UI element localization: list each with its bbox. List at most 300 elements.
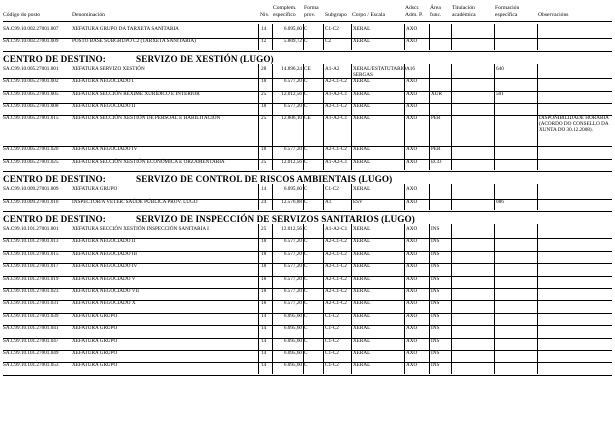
column-rule [494,249,495,262]
column-rule [272,261,273,274]
cell-forma: C [304,78,308,85]
column-rule [323,311,324,324]
cell-forma: CE [304,65,311,72]
cell-corpo: XERAL [353,38,371,45]
column-rule [272,184,273,197]
cell-complem: 12.806,10 [281,115,302,122]
column-rule [494,348,495,361]
cell-area: INS [431,288,440,294]
column-rule [451,157,452,170]
cell-niv: 18 [261,146,267,153]
table-row [0,226,615,238]
cell-subgrupo: A2-C1-C2 [325,78,347,85]
column-rule [323,336,324,349]
column-rule [351,274,352,287]
column-rule [537,113,538,145]
header-formacion-2: específica [495,12,518,18]
column-rule [323,36,324,49]
cell-denominacion: XEFATURA SECCIÓN XESTIÓN INSPECCIÓN SANITARIA I [72,226,209,232]
column-rule [429,336,430,349]
cell-complem: 6.577,20 [283,78,302,85]
column-rule [429,224,430,237]
column-rule [258,249,259,262]
header-adscr-1: Adscr. [405,5,420,11]
cell-denominacion: XEFATURA GRUPO DA TARXETA SANITARIA [72,26,179,32]
section-label: CENTRO DE DESTINO: [3,174,106,185]
column-rule [429,311,430,324]
cell-complem: 12.012,56 [281,158,302,165]
cell-subgrupo: A2-C1-C2 [325,275,347,282]
column-rule [404,311,405,324]
cell-denominacion: XEFATURA GRUPO [72,325,118,332]
cell-corpo: XERAL [353,300,371,307]
column-rule [404,274,405,287]
column-rule [351,76,352,89]
column-rule [429,89,430,102]
column-rule [258,311,259,324]
column-rule [272,348,273,361]
cell-corpo: XERAL [353,146,371,153]
cell-adscr: AXO [406,90,418,97]
column-rule [258,76,259,89]
column-rule [404,249,405,262]
column-rule [451,197,452,210]
column-rule [451,76,452,89]
cell-codigo: SA.C99.10.005.27001.002 [3,78,59,85]
table-row [0,300,615,312]
column-rule [451,336,452,349]
cell-denominacion: XEFATURA NEGOCIADO X [72,300,136,307]
column-rule [451,298,452,311]
cell-forma: C [304,158,308,165]
cell-adscr: AXO [406,325,418,332]
column-rule [323,184,324,197]
column-rule [258,274,259,287]
cell-adscr: AXO [406,186,418,193]
column-rule [451,184,452,197]
column-rule [537,348,538,361]
cell-codigo: SA.C99.10.101.27001.013 [3,238,59,245]
header-complem-1: Complem. [273,5,297,11]
cell-subgrupo: A2-C1-C2 [325,300,347,307]
column-rule [537,197,538,210]
column-rule [258,36,259,49]
column-rule [323,197,324,210]
column-rule [258,336,259,349]
column-rule [258,360,259,373]
cell-complem: 6.095,60 [283,350,302,356]
header-rule [3,21,612,22]
column-rule [404,101,405,114]
row-rule [3,51,612,52]
column-rule [429,286,430,299]
cell-adscr: A16 [406,65,415,72]
column-rule [323,249,324,262]
cell-complem: 12.012,56 [281,226,302,232]
cell-codigo: SA.C99.10.101.27001.001 [3,226,59,232]
cell-area: INS [431,362,440,369]
cell-subgrupo: A1-A2 [325,65,340,72]
cell-corpo: XERAL [353,103,371,109]
column-rule [272,197,273,210]
column-rule [451,274,452,287]
cell-complem: 6.577,20 [283,146,302,153]
header-complem-2: específico [273,12,296,18]
column-rule [323,236,324,249]
column-rule [494,64,495,77]
column-rule [272,298,273,311]
cell-corpo: XERAL [353,325,371,332]
cell-subgrupo: A1-A2-C1 [325,90,348,97]
cell-corpo: XERAL [353,275,371,282]
column-rule [451,311,452,324]
column-rule [351,36,352,49]
cell-niv: 14 [261,325,267,332]
cell-forma: C [304,263,308,270]
cell-area: INS [431,300,440,307]
table-row [0,362,615,374]
cell-niv: 18 [261,103,267,109]
column-rule [451,24,452,37]
cell-area: INS [431,325,440,332]
cell-corpo: XERAL [353,312,371,319]
column-rule [272,24,273,37]
column-rule [272,323,273,336]
cell-denominacion: XEFATURA SERVIZO XESTIÓN [72,65,145,72]
column-rule [494,323,495,336]
column-rule [494,113,495,145]
column-rule [272,360,273,373]
cell-adscr: AXO [406,362,418,369]
column-rule [258,236,259,249]
column-rule [451,348,452,361]
cell-subgrupo: C1-C2 [325,362,339,369]
cell-denominacion: XEFATURA NEGOCIADO V [72,275,136,282]
cell-denominacion: XEFATURA NEGOCIADO I [72,78,134,85]
column-rule [429,24,430,37]
cell-denominacion: XEFATURA SECCIÓN XESTIÓN DE PERSOAL E HABILITACIÓN [72,115,221,122]
column-rule [404,224,405,237]
column-rule [451,236,452,249]
cell-niv: 14 [261,350,267,356]
cell-subgrupo: A2-C1-C2 [325,146,347,153]
column-rule [272,249,273,262]
cell-complem: 6.095,60 [283,186,302,193]
column-rule [272,101,273,114]
cell-corpo: XERAL [353,350,371,356]
column-rule [351,298,352,311]
cell-complem: 14.896,24 [281,65,302,72]
cell-forma: C [304,312,308,319]
cell-denominacion: XEFATURA NEGOCIADO VII [72,288,139,294]
column-rule [404,76,405,89]
column-rule [404,157,405,170]
column-rule [537,76,538,89]
column-rule [537,24,538,37]
column-rule [429,64,430,77]
table-row [0,263,615,275]
table-row [0,288,615,300]
column-rule [451,64,452,77]
column-rule [451,113,452,145]
column-rule [429,157,430,170]
header-titulacion-2: académica [452,12,476,18]
column-rule [537,298,538,311]
cell-codigo: SA.C99.10.101.27001.039 [3,312,59,319]
cell-codigo: SA.C99.10.101.27001.041 [3,325,59,332]
column-rule [272,274,273,287]
header-forma-2: prov. [304,12,316,18]
column-rule [404,236,405,249]
column-rule [494,144,495,157]
cell-complem: 6.577,20 [283,275,302,282]
column-rule [494,197,495,210]
cell-complem: 6.577,20 [283,238,302,245]
column-rule [494,274,495,287]
cell-forma: C [304,325,308,332]
cell-codigo: SA.C99.10.005.27001.005 [3,90,59,97]
header-titulacion-1: Titulación [452,5,475,11]
cell-niv: 24 [261,198,267,205]
cell-complem: 6.095,60 [283,362,302,369]
column-rule [494,89,495,102]
cell-corpo: XERAL [353,263,371,270]
cell-complem: 6.577,20 [283,300,302,307]
cell-corpo: XERAL [353,78,371,85]
column-rule [351,348,352,361]
header-codigo: Código do posto [3,12,40,18]
column-rule [272,113,273,145]
column-rule [494,298,495,311]
section-value: SERVIZO DE XESTIÓN (LUGO) [136,53,274,64]
column-rule [351,197,352,210]
column-rule [537,286,538,299]
column-rule [272,89,273,102]
column-rule [537,144,538,157]
column-rule [323,76,324,89]
column-rule [429,197,430,210]
cell-denominacion: XEFATURA GRUPO [72,362,118,369]
cell-codigo: SA.C99.10.005.27001.015 [3,115,59,122]
column-rule [404,323,405,336]
cell-forma: C [304,186,308,193]
cell-adscr: AXO [406,250,418,257]
cell-complem: 12.012,56 [281,90,302,97]
column-rule [537,311,538,324]
column-rule [494,76,495,89]
column-rule [404,184,405,197]
column-rule [351,236,352,249]
cell-niv: 18 [261,263,267,270]
column-rule [258,24,259,37]
table-row [0,251,615,263]
column-rule [537,36,538,49]
cell-corpo: XERAL/ESTATUTARIO SERGAS [353,65,407,78]
row-rule [3,211,612,212]
cell-subgrupo: C1-C2 [325,350,339,356]
cell-corpo: XERAL [353,238,371,245]
cell-adscr: AXO [406,38,418,45]
cell-denominacion: XEFATURA GRUPO [72,337,118,344]
column-rule [323,274,324,287]
cell-adscr: AXO [406,337,418,344]
cell-denominacion: XEFATURA SECCIÓN XESTIÓN ECONÓMICA E ORZAMENTARIA [72,158,225,165]
column-rule [351,286,352,299]
column-rule [429,236,430,249]
cell-complem: 6.577,20 [283,250,302,257]
column-rule [323,64,324,77]
cell-corpo: XERAL [353,362,371,369]
column-rule [429,184,430,197]
cell-adscr: AXO [406,263,418,270]
cell-adscr: AXO [406,115,418,122]
cell-area: INS [431,263,440,270]
column-rule [429,249,430,262]
column-rule [494,236,495,249]
cell-complem: 6.095,60 [283,337,302,344]
column-rule [404,144,405,157]
cell-forma: C [304,337,308,344]
column-rule [537,323,538,336]
cell-forma: C [304,238,308,245]
cell-adscr: AXO [406,275,418,282]
cell-niv: 18 [261,275,267,282]
cell-adscr: AXO [406,300,418,307]
header-denominacion: Denominación [72,12,105,18]
cell-denominacion: XEFATURA NEGOCIADO IV [72,146,138,153]
cell-area: PER [431,146,441,153]
cell-complem: 6.095,60 [283,26,302,32]
cell-subgrupo: A1 [325,198,332,205]
column-rule [323,24,324,37]
cell-forma: C [304,90,308,97]
cell-niv: 14 [261,337,267,344]
cell-corpo: XERAL [353,186,371,193]
column-rule [429,298,430,311]
column-rule [351,144,352,157]
cell-corpo: XERAL [353,288,371,294]
cell-adscr: AXO [406,312,418,319]
column-rule [351,311,352,324]
cell-forma: C [304,350,308,356]
cell-subgrupo: C1-C2 [325,325,339,332]
column-rule [537,89,538,102]
cell-subgrupo: A1-A2-C1 [325,158,348,165]
cell-complem: 12.576,88 [281,198,302,205]
column-rule [258,261,259,274]
cell-area: INS [431,226,440,232]
column-rule [429,36,430,49]
cell-area: INS [431,337,440,344]
column-rule [537,261,538,274]
cell-denominacion: XEFATURA SECCIÓN RÉXIME XURÍDICO E INTERIOR [72,90,200,97]
cell-denominacion: XEFATURA GRUPO [72,312,118,319]
column-rule [272,286,273,299]
cell-subgrupo: A2-C1-C2 [325,103,347,109]
table-row [0,115,615,146]
column-rule [429,261,430,274]
column-rule [404,113,405,145]
cell-observacions: DISPOÑIBILIDADE HORARIA (ACORDO DO CONSELLO DA XUNTA DO 30.12.2008). [539,115,609,134]
cell-codigo: SA.C99.10.005.27001.008 [3,103,59,109]
column-rule [451,360,452,373]
column-rule [272,224,273,237]
cell-subgrupo: A1-A2-C1 [325,115,348,122]
cell-area: INS [431,250,440,257]
table-row [0,146,615,158]
cell-corpo: XERAL [353,158,371,165]
column-rule [258,101,259,114]
column-rule [537,64,538,77]
column-rule [258,298,259,311]
column-rule [451,36,452,49]
column-rule [494,261,495,274]
column-rule [351,89,352,102]
cell-area: INS [431,275,440,282]
column-rule [404,89,405,102]
cell-codigo: SA.C99.10.101.27001.053 [3,362,59,369]
cell-denominacion: INSPECTOR/A VETER. SAÚDE PÚBLICA PROV. LUGO [72,198,198,205]
column-rule [537,360,538,373]
header-adscr-2: Adm. P. [405,12,423,18]
column-rule [272,336,273,349]
cell-adscr: AXO [406,288,418,294]
cell-subgrupo: A1-A2-C1 [325,226,348,232]
column-rule [494,184,495,197]
cell-complem: 6.577,20 [283,103,302,109]
table-row [0,186,615,198]
column-rule [351,261,352,274]
column-rule [258,323,259,336]
cell-adscr: AXO [406,198,418,205]
column-rule [351,64,352,77]
column-rule [258,348,259,361]
cell-adscr: AXO [406,78,418,85]
column-rule [404,360,405,373]
header-area-2: func. [430,12,442,18]
header-niv: Niv. [260,12,270,18]
header-observacions: Observacións [538,12,569,18]
column-rule [451,323,452,336]
cell-niv: 18 [261,78,267,85]
column-rule [258,157,259,170]
cell-forma: CE [304,115,311,122]
column-rule [429,113,430,145]
table-row [0,26,615,38]
cell-forma: C [304,362,308,369]
cell-formacion: 086 [496,198,504,205]
column-rule [494,286,495,299]
section-label: CENTRO DE DESTINO: [3,214,106,224]
column-rule [272,36,273,49]
column-rule [537,101,538,114]
cell-codigo: SA.C99.10.101.27001.017 [3,263,59,270]
cell-denominacion: XEFATURA NEGOCIADO III [72,250,138,257]
table-row [0,159,615,171]
column-rule [451,101,452,114]
column-rule [494,311,495,324]
cell-corpo: XERAL [353,26,371,32]
table-row [0,91,615,103]
cell-formacion: 501 [496,90,504,97]
cell-niv: 18 [261,300,267,307]
column-rule [258,89,259,102]
column-rule [537,249,538,262]
cell-subgrupo: C1-C2 [325,186,339,193]
column-rule [323,113,324,145]
cell-niv: 14 [261,312,267,319]
column-rule [404,24,405,37]
